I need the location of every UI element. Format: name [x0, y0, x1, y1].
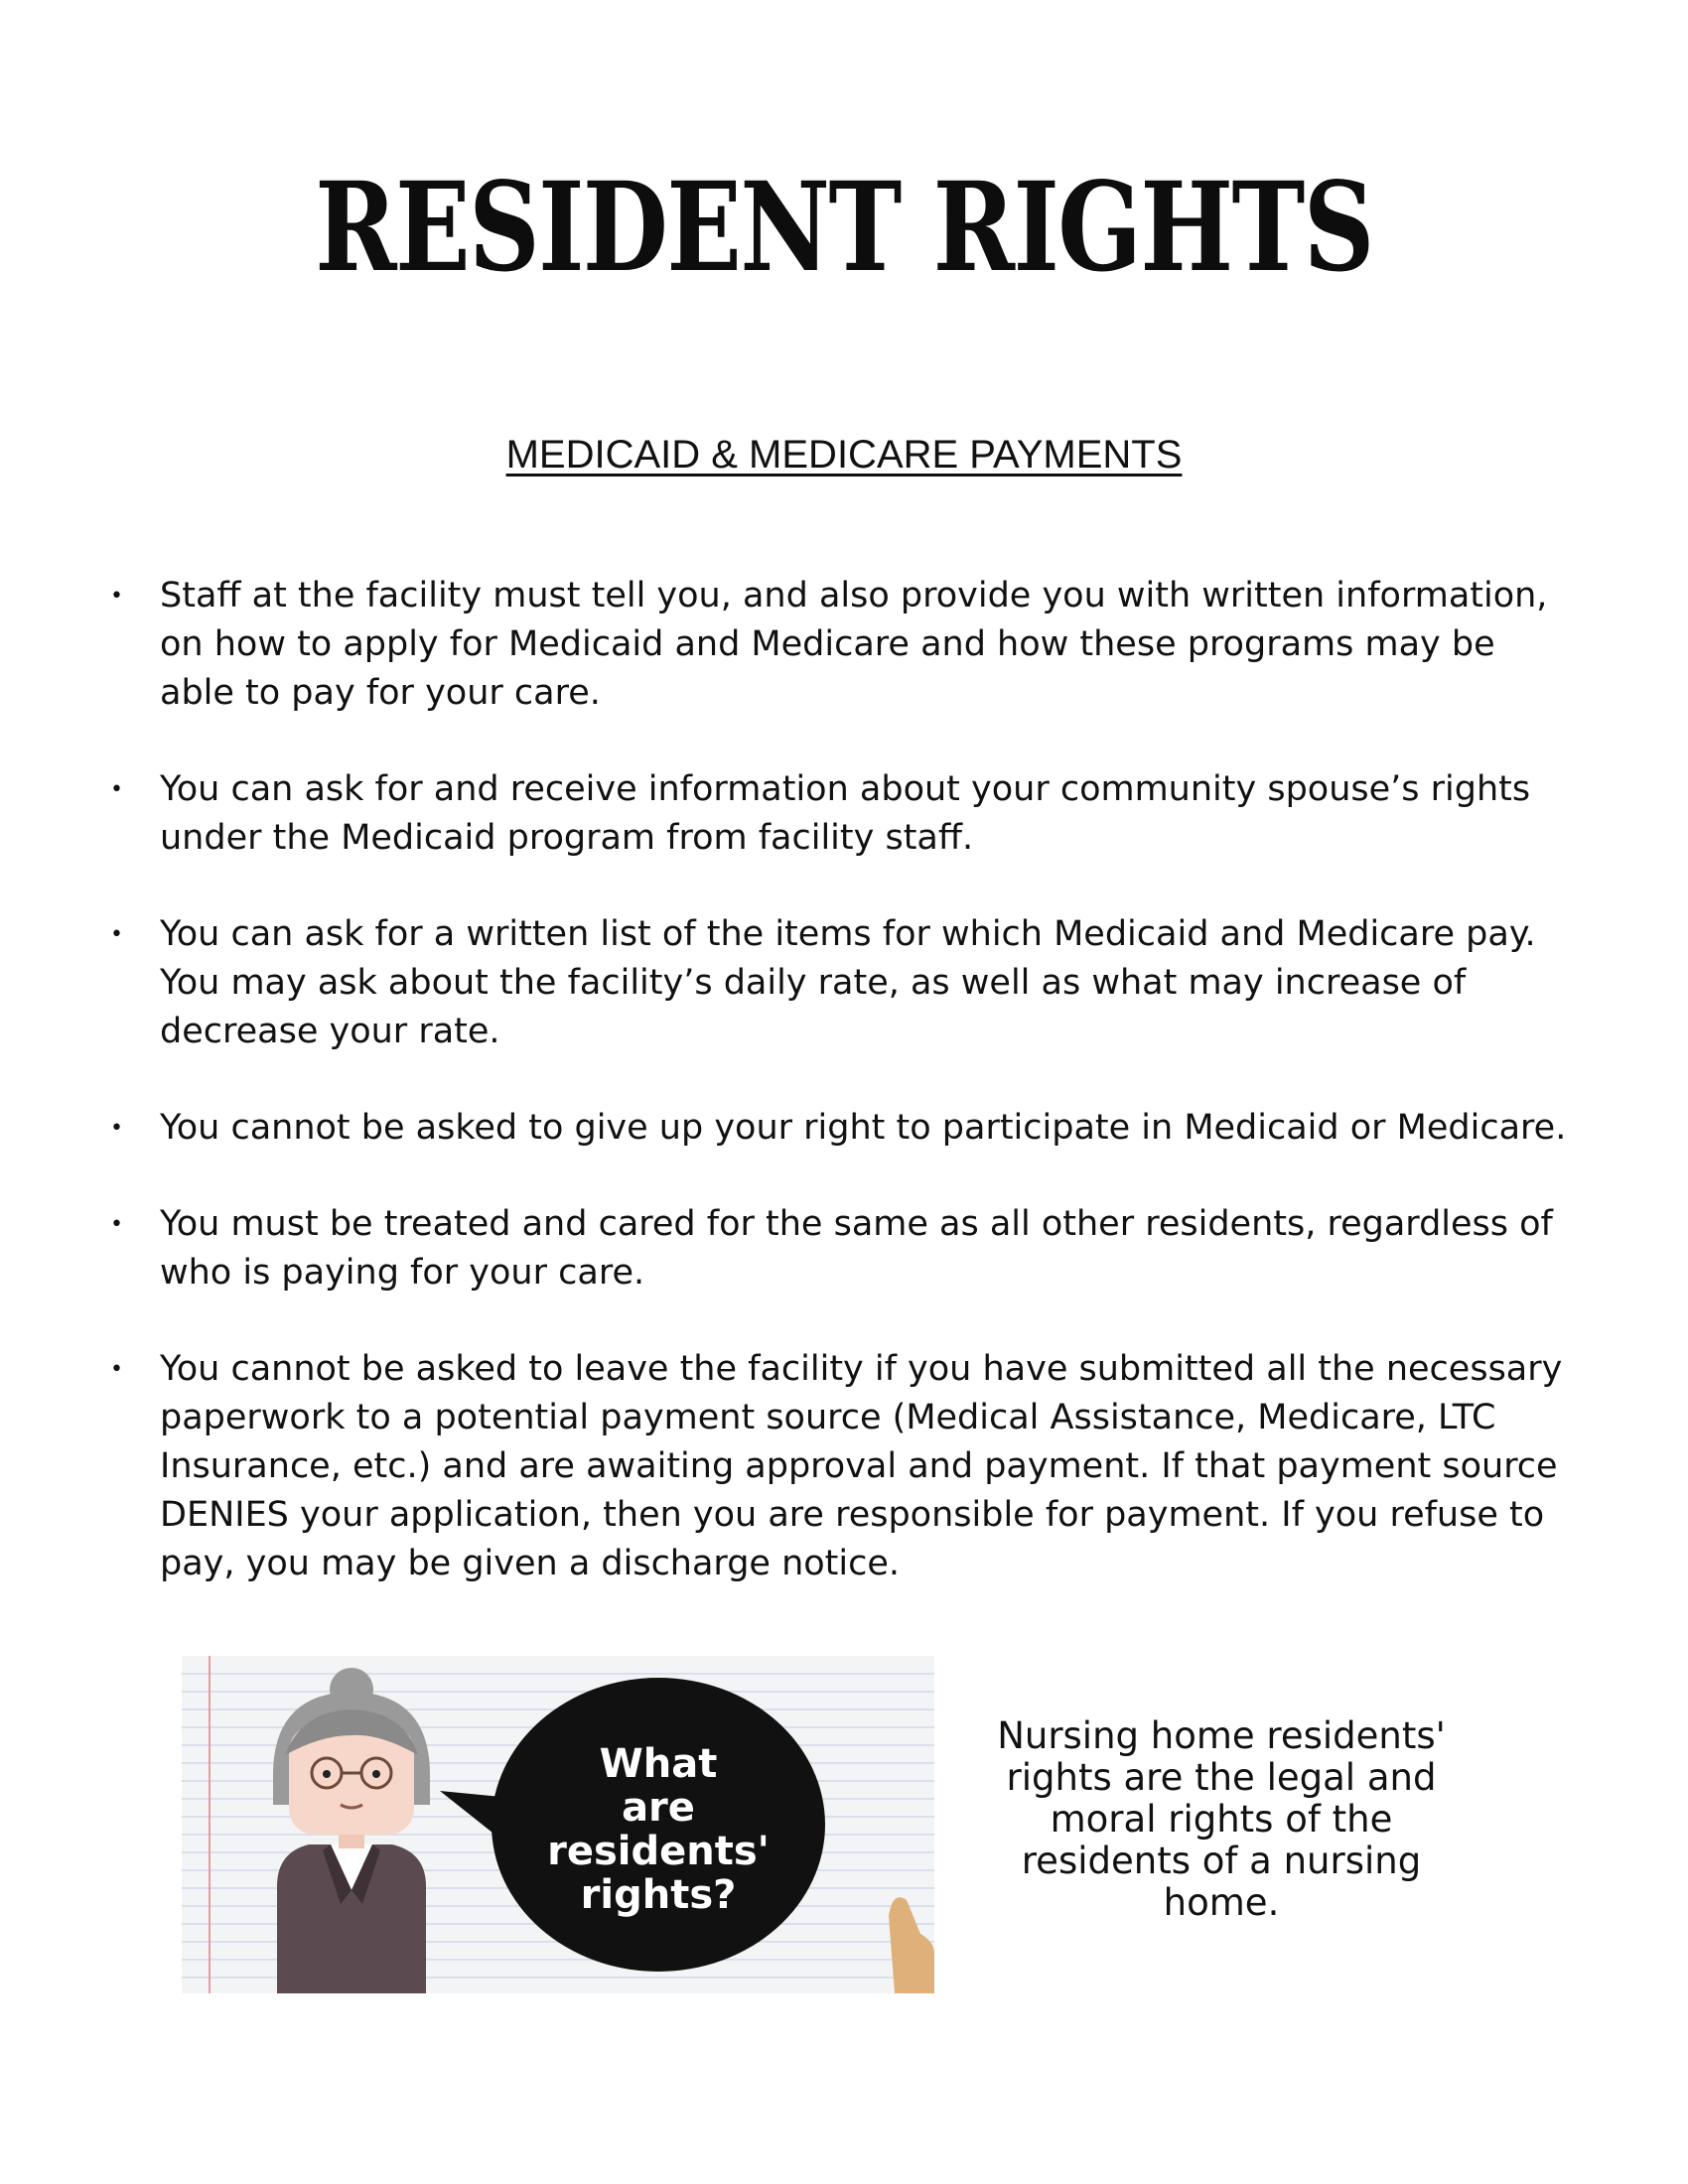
section-heading: MEDICAID & MEDICARE PAYMENTS	[505, 433, 1183, 477]
list-item-text: You cannot be asked to leave the facility if you have submitted all the necessary paperwork to a potential payment source (Medical Assistance, Medicare, LTC Insurance, etc.) and are awaiting approval and payment. If that payment source DENIES your application, then you are responsible for payment. If you refuse to pay, you may be given a discharge notice.	[160, 1349, 1563, 1583]
list-item	[104, 765, 1574, 863]
bubble-line-1: What	[599, 1741, 718, 1787]
list-item	[104, 1104, 1574, 1153]
illustration-caption: Nursing home residents' rights are the legal and moral rights of the residents of a nursing home.	[997, 1714, 1446, 1924]
bullet-icon: •	[110, 777, 123, 802]
list-item	[104, 572, 1574, 718]
bubble-line-4: rights?	[580, 1872, 737, 1918]
bullet-icon: •	[110, 1212, 123, 1237]
bullet-icon: •	[110, 1357, 123, 1382]
bubble-line-2: are	[622, 1785, 695, 1831]
bullet-icon: •	[110, 922, 123, 947]
bullet-icon: •	[110, 584, 123, 609]
rights-list	[104, 572, 1574, 1636]
list-item-text: You can ask for a written list of the items for which Medicaid and Medicare pay. You may ask about the facility’s daily rate, as well as what may increase of decrease your rate.	[160, 914, 1536, 1051]
list-item-text: You cannot be asked to give up your right to participate in Medicaid or Medicare.	[160, 1108, 1567, 1148]
list-item	[104, 1345, 1574, 1588]
bubble-line-3: residents'	[547, 1829, 770, 1874]
list-item-text: Staff at the facility must tell you, and also provide you with written information, on how to apply for Medicaid and Medicare and how these programs may be able to pay for your care.	[160, 576, 1548, 713]
bullet-icon: •	[110, 1116, 123, 1141]
hair-bun	[330, 1668, 373, 1711]
illustration-svg	[182, 1656, 934, 1993]
page-title: RESIDENT RIGHTS	[315, 156, 1373, 300]
list-item	[104, 1200, 1574, 1297]
residents-rights-illustration	[182, 1656, 934, 1993]
list-item-text: You can ask for and receive information about your community spouse’s rights under the Medicaid program from facility staff.	[160, 769, 1531, 858]
list-item-text: You must be treated and cared for the same as all other residents, regardless of who is paying for your care.	[160, 1204, 1553, 1293]
list-item	[104, 910, 1574, 1056]
